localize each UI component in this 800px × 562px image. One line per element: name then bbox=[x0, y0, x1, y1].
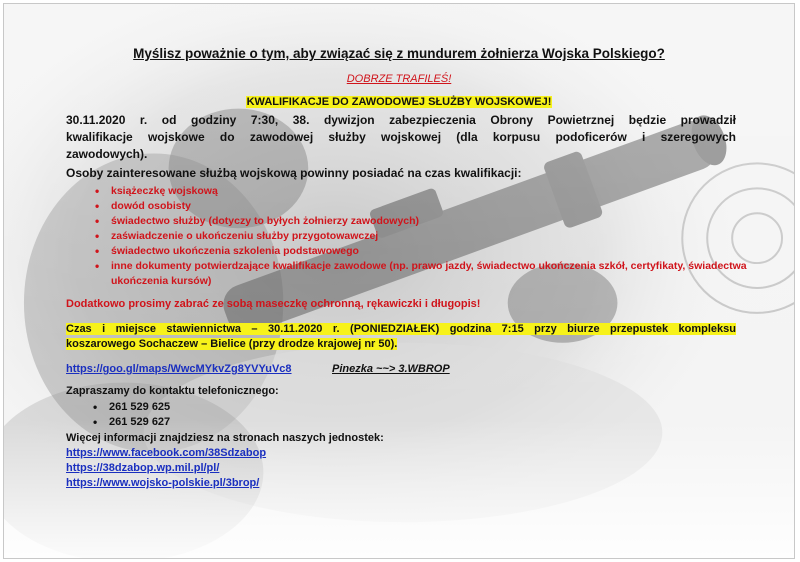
contact-intro: Zapraszamy do kontaktu telefonicznego: bbox=[66, 385, 279, 397]
phone-list bbox=[88, 400, 170, 430]
list-item: • świadectwo służby (dotyczy to byłych żołnierzy zawodowych) bbox=[90, 214, 751, 229]
documents-list bbox=[90, 184, 751, 289]
time-place-highlight-1: Czas i miejsce stawiennictwa – 30.11.2020 r. (PONIEDZIAŁEK) godzina 7:15 przy biurze przepustek kompleksu bbox=[66, 323, 736, 335]
heading-wrap bbox=[4, 96, 794, 108]
facebook-link[interactable]: https://www.facebook.com/38Sdzabop bbox=[66, 447, 267, 459]
time-place-line-2 bbox=[66, 338, 397, 350]
additional-note: Dodatkowo prosimy zabrać ze sobą maseczkę ochronną, rękawiczki i długopis! bbox=[66, 298, 481, 310]
heading-highlight: KWALIFIKACJE DO ZAWODOWEJ SŁUŻBY WOJSKOWEJ! bbox=[246, 96, 552, 108]
list-item: • dowód osobisty bbox=[90, 199, 751, 214]
phone-number: • 261 529 627 bbox=[88, 415, 170, 430]
intro-line-3: zawodowych). bbox=[66, 147, 148, 161]
intro-line-2: kwalifikacje wojskowe do zawodowej służby wojskowej (dla korpusu podoficerów i szeregowych bbox=[66, 130, 736, 144]
poster-frame bbox=[3, 3, 795, 559]
documents-intro: Osoby zainteresowane służbą wojskową powinny posiadać na czas kwalifikacji: bbox=[66, 166, 522, 180]
subtitle: DOBRZE TRAFILEŚ! bbox=[346, 73, 452, 85]
pin-note: Pinezka ~~> 3.WBROP bbox=[332, 363, 450, 375]
list-item: • książeczkę wojskową bbox=[90, 184, 751, 199]
list-item: • inne dokumenty potwierdzające kwalifikacje zawodowe (np. prawo jazdy, świadectwo ukończenia szkół, certyfikaty, świadectwa ukończenia kursów) bbox=[90, 259, 751, 289]
map-link[interactable]: https://goo.gl/maps/WwcMYkvZg8YVYuVc8 bbox=[66, 363, 292, 375]
intro-line-1: 30.11.2020 r. od godziny 7:30, 38. dywizjon zabezpieczenia Obrony Powietrznej będzie prowadził bbox=[66, 113, 736, 127]
poster-title: Myślisz poważnie o tym, aby związać się z mundurem żołnierza Wojska Polskiego? bbox=[133, 46, 665, 61]
list-item: • zaświadczenie o ukończeniu służby przygotowawczej bbox=[90, 229, 751, 244]
unit-website-link[interactable]: https://38dzabop.wp.mil.pl/pl/ bbox=[66, 462, 220, 474]
time-place-line-1 bbox=[66, 322, 736, 337]
list-item: • świadectwo ukończenia szkolenia podstawowego bbox=[90, 244, 751, 259]
poster-content bbox=[4, 4, 794, 558]
phone-number: • 261 529 625 bbox=[88, 400, 170, 415]
more-info-intro: Więcej informacji znajdziesz na stronach naszych jednostek: bbox=[66, 432, 384, 444]
brigade-website-link[interactable]: https://www.wojsko-polskie.pl/3brop/ bbox=[66, 477, 260, 489]
time-place-highlight-2: koszarowego Sochaczew – Bielice (przy drodze krajowej nr 50). bbox=[66, 338, 398, 350]
